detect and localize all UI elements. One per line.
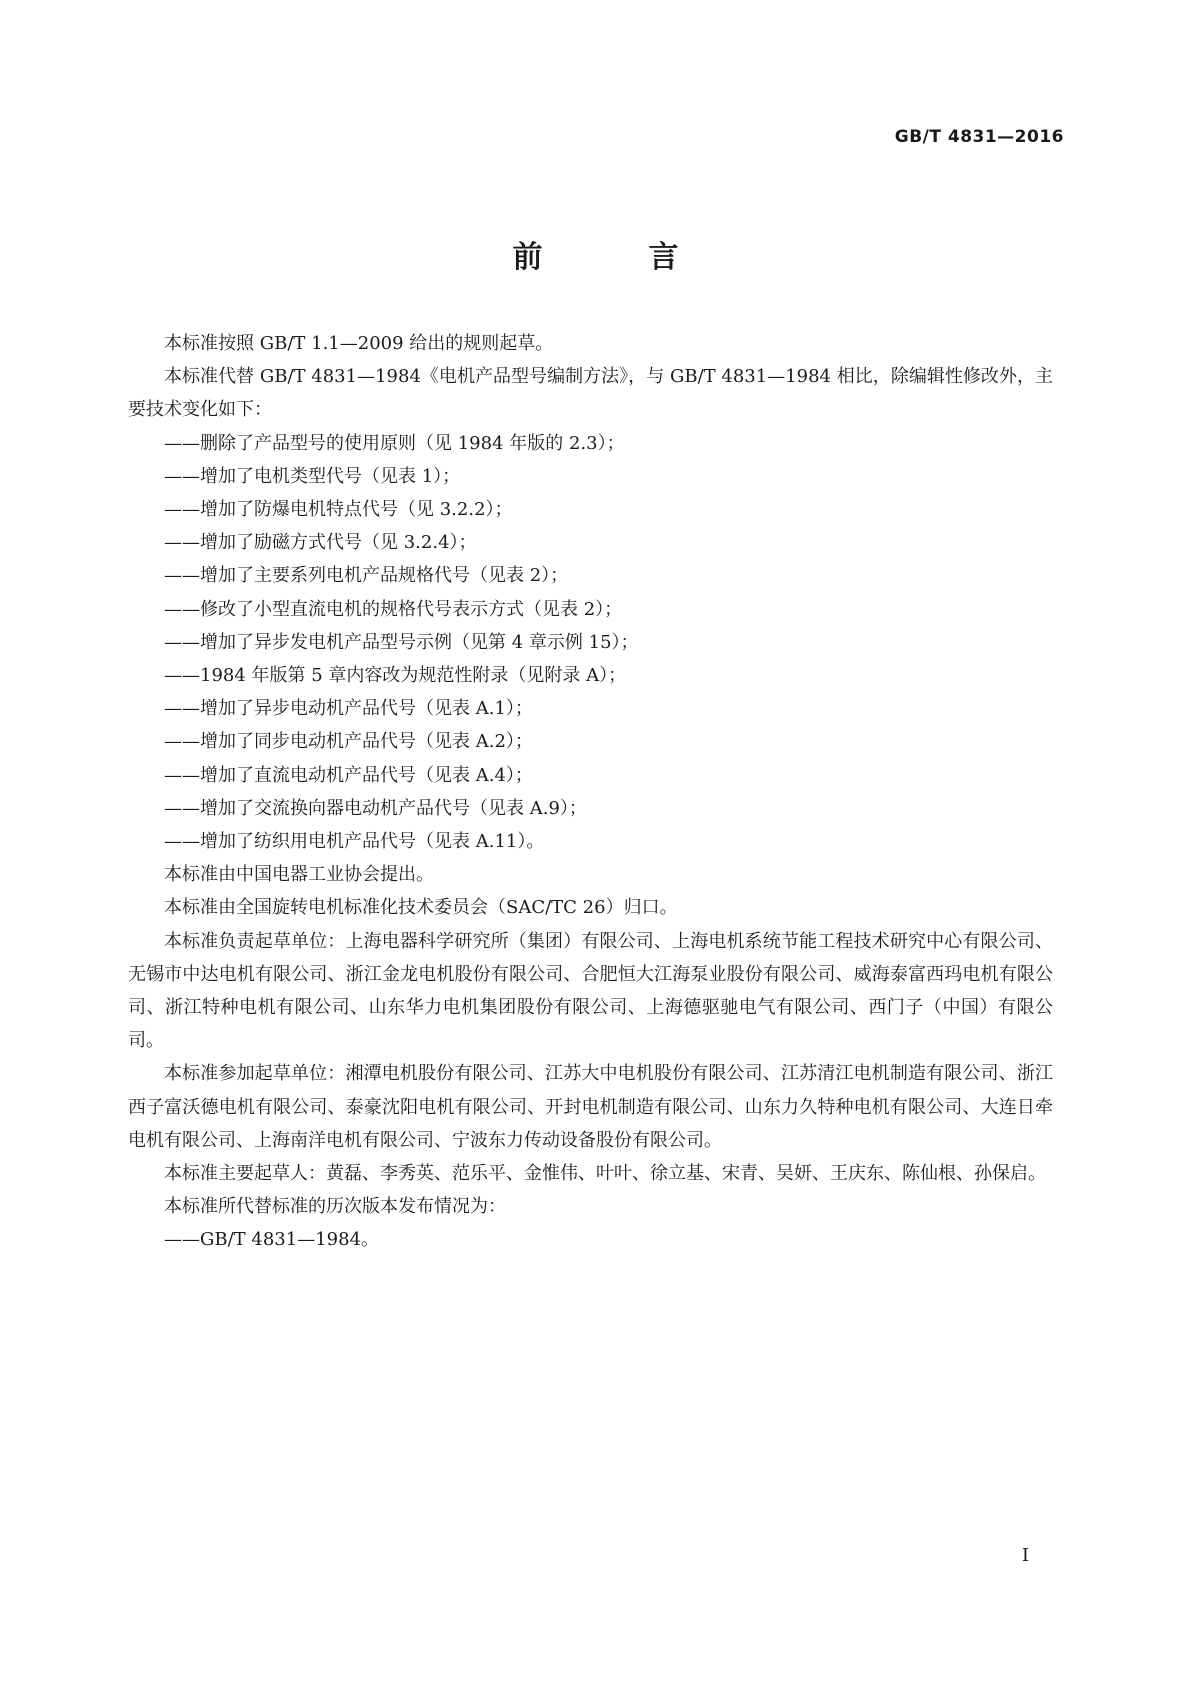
change-item: ——增加了异步电动机产品代号（见表 A.1）； xyxy=(164,698,533,720)
change-item: ——增加了直流电动机产品代号（见表 A.4）； xyxy=(164,764,533,786)
change-item: ——修改了小型直流电机的规格代号表示方式（见表 2）； xyxy=(164,598,623,620)
standard-code: GB/T 4831—2016 xyxy=(894,127,1064,147)
change-item: ——增加了电机类型代号（见表 1）； xyxy=(164,465,461,487)
change-item: ——增加了主要系列电机产品规格代号（见表 2）； xyxy=(164,565,569,587)
paragraph-history-intro: 本标准所代替标准的历次版本发布情况为： xyxy=(164,1196,506,1218)
change-item: ——增加了防爆电机特点代号（见 3.2.2）； xyxy=(164,499,513,521)
paragraph-main-authors: 本标准主要起草人：黄磊、李秀英、范乐平、金惟伟、叶叶、徐立基、宋青、吴妍、王庆东、陈仙根、孙保启。 xyxy=(164,1163,1046,1185)
change-item: ——1984 年版第 5 章内容改为规范性附录（见附录 A）； xyxy=(164,665,627,687)
paragraph-replacement: 本标准代替 GB/T 4831—1984《电机产品型号编制方法》，与 GB/T 4831—1984 相比，除编辑性修改外，主要技术变化如下： xyxy=(128,366,1053,421)
foreword-body xyxy=(128,327,1053,1257)
paragraph-committee: 本标准由全国旋转电机标准化技术委员会（SAC/TC 26）归口。 xyxy=(164,897,678,919)
paragraph-lead-drafters: 本标准负责起草单位：上海电器科学研究所（集团）有限公司、上海电机系统节能工程技术研究中心有限公司、无锡市中达电机有限公司、浙江金龙电机股份有限公司、合肥恒大江海泵业股份有限公司、威海泰富西玛电机有限公司、浙江特种电机有限公司、山东华力电机集团股份有限公司、上海德驱驰电气有限公司、西门子（中国）有限公司。 xyxy=(128,930,1053,1052)
change-item: ——增加了异步发电机产品型号示例（见第 4 章示例 15）； xyxy=(164,631,639,653)
history-item: ——GB/T 4831—1984。 xyxy=(164,1229,380,1251)
change-item: ——删除了产品型号的使用原则（见 1984 年版的 2.3）； xyxy=(164,432,625,454)
paragraph-participating-drafters: 本标准参加起草单位：湘潭电机股份有限公司、江苏大中电机股份有限公司、江苏清江电机制造有限公司、浙江西子富沃德电机有限公司、泰豪沈阳电机有限公司、开封电机制造有限公司、山东力久特种电机有限公司、大连日牵电机有限公司、上海南洋电机有限公司、宁波东力传动设备股份有限公司。 xyxy=(128,1063,1053,1151)
paragraph-proposer: 本标准由中国电器工业协会提出。 xyxy=(164,864,434,886)
change-item: ——增加了同步电动机产品代号（见表 A.2）； xyxy=(164,731,533,753)
change-item: ——增加了交流换向器电动机产品代号（见表 A.9）； xyxy=(164,797,587,819)
change-item: ——增加了励磁方式代号（见 3.2.4）； xyxy=(164,532,477,554)
paragraph-drafting-rules: 本标准按照 GB/T 1.1—2009 给出的规则起草。 xyxy=(164,333,554,354)
page-number: I xyxy=(1021,1545,1029,1566)
change-item: ——增加了纺织用电机产品代号（见表 A.11）。 xyxy=(164,831,545,853)
page-title: 前 言 xyxy=(512,240,717,275)
